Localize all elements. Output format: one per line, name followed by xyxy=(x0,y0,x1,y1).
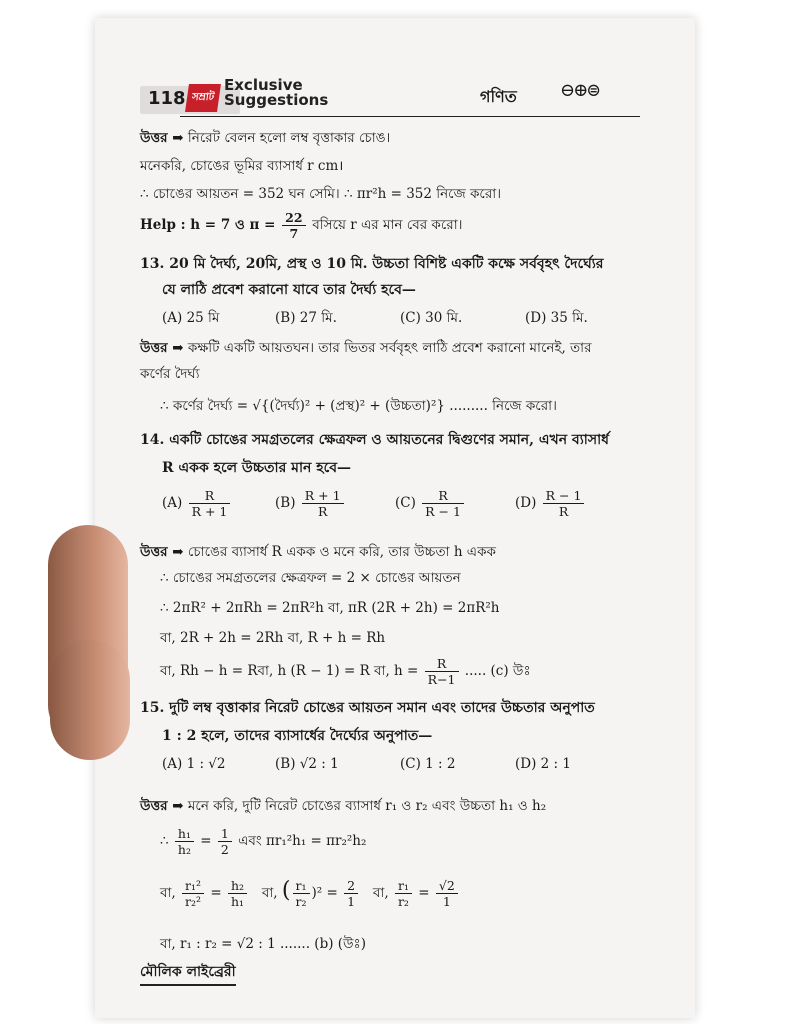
fraction xyxy=(282,210,305,241)
brand-line-1: Exclusive xyxy=(224,76,303,94)
numerator: h₁ xyxy=(175,826,194,842)
fraction xyxy=(422,488,464,519)
answer-tag: উত্তর ➡ xyxy=(140,340,184,356)
numerator: r₁² xyxy=(182,878,204,894)
equation-text: বা, Rh − h = Rবা, h (R − 1) = R বা, h = xyxy=(160,663,419,679)
answer-text: নিরেট বেলন হলো লম্ব বৃত্তাকার চোঙ। xyxy=(187,130,391,146)
squared-equals: )² = xyxy=(311,885,338,901)
brand-badge: সম্রাট xyxy=(185,84,221,112)
answer-tag: উত্তর ➡ xyxy=(140,798,184,814)
question-13-line-1: 13. 20 মি দৈর্ঘ্য, 20মি, প্রস্থ ও 10 মি. উচ্চতা বিশিষ্ট একটি কক্ষে সর্ববৃহৎ দৈর্ঘ্যের xyxy=(140,256,604,272)
answer-12-help xyxy=(140,210,462,241)
equals: = xyxy=(210,885,222,901)
numerator: h₂ xyxy=(228,878,247,894)
answer-12-line-1 xyxy=(140,130,390,146)
fraction xyxy=(436,878,458,909)
fraction xyxy=(425,656,459,687)
answer-text: মনে করি, দুটি নিরেট চোঙের ব্যাসার্ধ r₁ ও r₂ এবং উচ্চতা h₁ ও h₂ xyxy=(187,798,547,814)
denominator: r₂² xyxy=(185,894,202,909)
therefore-symbol: ∴ xyxy=(160,833,169,849)
answer-14-line-4: বা, 2R + 2h = 2Rh বা, R + h = Rh xyxy=(160,630,386,646)
fraction xyxy=(344,878,358,909)
numerator: R + 1 xyxy=(302,488,344,504)
option-label: (B) xyxy=(275,495,296,511)
answer-13-line-3: ∴ কর্ণের দৈর্ঘ্য = √{(দৈর্ঘ্য)² + (প্রস্থ)² + (উচ্চতা)²} ......... নিজে করো। xyxy=(160,398,557,414)
q13-option-c: (C) 30 মি. xyxy=(400,310,463,326)
denominator: R−1 xyxy=(427,672,456,687)
denominator: r₂ xyxy=(397,894,409,909)
answer-12-line-3: ∴ চোঙের আয়তন = 352 ঘন সেমি। ∴ πr²h = 352 নিজে করো। xyxy=(140,186,502,202)
numerator: r₁ xyxy=(395,878,412,894)
answer-14-line-1 xyxy=(140,544,496,560)
q15-option-b: (B) √2 : 1 xyxy=(275,756,339,772)
fraction xyxy=(395,878,412,909)
q15-option-c: (C) 1 : 2 xyxy=(400,756,456,772)
numerator: R xyxy=(425,656,459,672)
q13-option-b: (B) 27 মি. xyxy=(275,310,337,326)
q15-option-a: (A) 1 : √2 xyxy=(162,756,226,772)
finger-tip xyxy=(50,640,130,760)
question-15-line-2: 1 : 2 হলে, তাদের ব্যাসার্ধের দৈর্ঘ্যের অনুপাত— xyxy=(162,728,433,744)
equals: = xyxy=(200,833,212,849)
help-text-2: বসিয়ে r এর মান বের করো। xyxy=(312,217,463,233)
page-header xyxy=(140,78,640,118)
q14-option-d xyxy=(515,488,586,519)
numerator: 2 xyxy=(344,878,358,894)
left-paren: ( xyxy=(281,878,291,903)
denominator: R xyxy=(317,504,328,519)
answer-14-line-5 xyxy=(160,656,531,687)
answer-13-line-1 xyxy=(140,340,592,356)
q15-option-d: (D) 2 : 1 xyxy=(515,756,571,772)
option-label: (C) xyxy=(395,495,416,511)
denominator: R + 1 xyxy=(191,504,228,519)
fraction xyxy=(228,878,247,909)
answer-13-line-2: কর্ণের দৈর্ঘ্য xyxy=(140,366,200,382)
fraction xyxy=(218,826,232,857)
fraction xyxy=(182,878,204,909)
answer-15-line-4: বা, r₁ : r₂ = √2 : 1 ....... (b) (উঃ) xyxy=(160,936,367,952)
option-label: (D) xyxy=(515,495,537,511)
brand-text xyxy=(224,78,328,108)
numerator: √2 xyxy=(436,878,458,894)
option-label: (A) xyxy=(162,495,183,511)
q14-option-a xyxy=(162,488,232,519)
numerator: R xyxy=(189,488,231,504)
answer-14-line-3: ∴ 2πR² + 2πRh = 2πR²h বা, πR (2R + 2h) = 2πR²h xyxy=(160,600,500,616)
answer-14-line-2: ∴ চোঙের সমগ্রতলের ক্ষেত্রফল = 2 × চোঙের আয়তন xyxy=(160,570,461,586)
denominator: 1 xyxy=(347,894,356,909)
equation-text: বা, xyxy=(372,885,389,901)
page-number: 118 xyxy=(148,88,186,109)
equation-text: বা, xyxy=(160,885,176,901)
answer-12-line-2: মনেকরি, চোঙের ভূমির ব্যাসার্ধ r cm। xyxy=(140,158,344,174)
equation-text: বা, xyxy=(261,885,278,901)
question-15-line-1: 15. দুটি লম্ব বৃত্তাকার নিরেট চোঙের আয়তন সমান এবং তাদের উচ্চতার অনুপাত xyxy=(140,700,595,716)
numerator: R − 1 xyxy=(543,488,585,504)
subject-symbols-icon: ⊖⊕⊜ xyxy=(560,80,600,101)
denominator: R − 1 xyxy=(425,504,461,519)
q13-option-a: (A) 25 মি xyxy=(162,310,220,326)
help-text: Help : h = 7 ও π = xyxy=(140,217,276,233)
question-14-line-2: R একক হলে উচ্চতার মান হবে— xyxy=(162,460,352,476)
numerator: 22 xyxy=(282,210,305,226)
fraction xyxy=(189,488,231,519)
denominator: r₂ xyxy=(295,894,307,909)
answer-15-line-3 xyxy=(160,878,460,909)
question-14-line-1: 14. একটি চোঙের সমগ্রতলের ক্ষেত্রফল ও আয়তনের দ্বিগুণের সমান, এখন ব্যাসার্ধ xyxy=(140,432,609,448)
equation-text-2: ..... (c) উঃ xyxy=(464,663,531,679)
fraction xyxy=(302,488,344,519)
denominator: 1 xyxy=(442,894,451,909)
numerator: 1 xyxy=(218,826,232,842)
subject-title: গণিত xyxy=(480,87,517,106)
answer-15-line-1 xyxy=(140,798,546,814)
denominator: R xyxy=(558,504,569,519)
answer-text: কক্ষটি একটি আয়তঘন। তার ভিতর সর্ববৃহৎ লাঠি প্রবেশ করানো মানেই, তার xyxy=(187,340,592,356)
publisher-footer: মৌলিক লাইব্রেরী xyxy=(140,960,236,986)
fraction xyxy=(175,826,194,857)
answer-tag: উত্তর ➡ xyxy=(140,544,184,560)
denominator: h₂ xyxy=(177,842,191,857)
denominator: h₁ xyxy=(230,894,244,909)
numerator: r₁ xyxy=(293,878,310,894)
equals: = xyxy=(418,885,430,901)
equation-text: এবং πr₁²h₁ = πr₂²h₂ xyxy=(238,833,367,849)
q13-option-d: (D) 35 মি. xyxy=(525,310,588,326)
q14-option-c xyxy=(395,488,466,519)
fraction xyxy=(293,878,310,909)
header-rule xyxy=(180,116,640,117)
fraction xyxy=(543,488,585,519)
q14-option-b xyxy=(275,488,346,519)
answer-text: চোঙের ব্যাসার্ধ R একক ও মনে করি, তার উচ্চতা h একক xyxy=(187,544,496,560)
numerator: R xyxy=(422,488,464,504)
brand-line-2: Suggestions xyxy=(224,91,329,109)
denominator: 2 xyxy=(220,842,229,857)
denominator: 7 xyxy=(289,226,299,241)
answer-15-line-2 xyxy=(160,826,366,857)
question-13-line-2: যে লাঠি প্রবেশ করানো যাবে তার দৈর্ঘ্য হবে— xyxy=(162,282,416,298)
answer-tag: উত্তর ➡ xyxy=(140,130,184,146)
